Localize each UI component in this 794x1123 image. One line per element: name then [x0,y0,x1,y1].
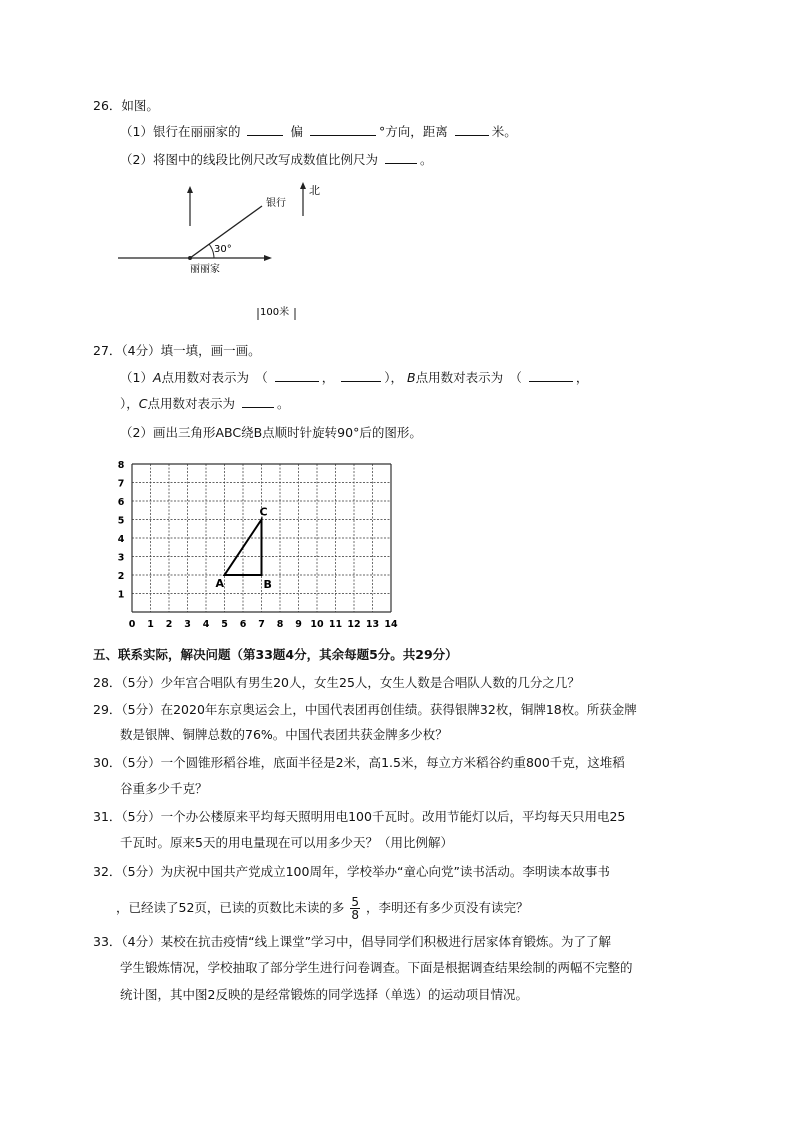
q28-text: 28．（5分）少年宫合唱队有男生20人，女生25人，女生人数是合唱队人数的几分之几？ [93,675,580,690]
point-label-a: A [215,577,225,590]
q27-l2-c: 。 [277,396,290,411]
y-tick-label: 7 [117,478,125,490]
q27-l2-b: 点用数对表示为 [147,396,236,411]
east-arrowhead [264,255,272,261]
q26-part2 [120,150,432,170]
x-tick-label: 4 [202,619,210,630]
home-point [188,256,192,260]
q27-blank-c[interactable] [242,394,274,408]
y-tick-label: 5 [117,515,125,527]
fraction-numerator: 5 [351,895,360,909]
x-tick-label: 2 [165,619,173,630]
q27-l1-e: 点用数对表示为 （ [415,370,522,385]
q32-l2-b: ，李明还有多少页没有读完？ [366,900,529,915]
section-5-header: 五、联系实际，解决问题（第33题4分，其余每题5分。共29分） [93,647,458,662]
q27-l1-a: （1） [120,370,153,385]
q26-part2-text-a: （2）将图中的线段比例尺改写成数值比例尺为 [120,152,378,167]
q32-line2 [116,896,529,921]
x-tick-label: 11 [328,619,343,630]
bank-label: 银行 [266,198,286,209]
q33-line1: 33．（4分）某校在抗击疫情“线上课堂”学习中，倡导同学们积极进行居家体育锻炼。为了了解 [93,934,612,949]
q26-part1-text-b: 偏 [290,124,303,139]
q32-l2-a: ，已经读了52页，已读的页数比未读的多 [116,900,345,915]
q26-part1 [120,122,517,142]
q31-line2: 千瓦时。原来5天的用电量现在可以用多少天？（用比例解） [120,835,453,850]
q26-blank-distance[interactable] [455,122,489,136]
q27-l1-b: 点用数对表示为 （ [161,370,268,385]
fraction-5-8 [350,896,360,921]
q27-blank-bx[interactable] [529,368,573,382]
q30-line1: 30．（5分）一个圆锥形稻谷堆，底面半径是2米，高1.5米，每立方米稻谷约重800千克，这堆稻 [93,755,625,770]
q27-l1-A: A [152,370,162,385]
q26-part1-text-c: °方向，距离 [378,124,448,139]
q29-line2: 数是银牌、铜牌总数的76%。中国代表团共获金牌多少枚？ [120,727,448,742]
y-tick-label: 4 [117,534,125,545]
q26-blank-angle[interactable] [310,122,376,136]
home-label: 丽丽家 [190,264,220,275]
q27-title: 27．（4分）填一填，画一画。 [93,343,261,358]
y-tick-label: 1 [117,589,125,601]
y-tick-label: 2 [117,571,125,582]
q26-part1-text-d: 米。 [491,124,517,139]
q27-l1-c: ， [321,370,335,385]
q27-line3: （2）画出三角形ABC绕B点顺时针旋转90°后的图形。 [120,425,422,440]
q27-l1-f: ， [575,370,589,385]
north-arrowhead-left [187,186,193,193]
q32-line1: 32．（5分）为庆祝中国共产党成立100周年，学校举办“童心向党”读书活动。李明读本故事书 [93,864,610,879]
q27-blank-ax[interactable] [275,368,319,382]
point-label-b: B [263,578,272,591]
q26-blank-scale[interactable] [385,150,417,164]
q29-line1: 29．（5分）在2020年东京奥运会上，中国代表团再创佳绩。获得银牌32枚，铜牌18枚。所获金牌 [93,702,637,717]
x-tick-label: 13 [365,619,380,630]
q30-line2: 谷重多少千克？ [120,781,208,796]
q27-l1-B: B [407,370,416,385]
north-arrowhead-right [300,182,306,189]
q26-part1-text-a: （1）银行在丽丽家的 [120,124,241,139]
x-tick-label: 10 [310,619,324,630]
x-tick-label: 9 [295,619,302,630]
point-label-c: C [259,505,268,519]
q26-part2-text-b: 。 [419,152,433,167]
fraction-denominator: 8 [351,908,360,922]
x-tick-label: 3 [184,619,191,630]
x-tick-label: 14 [384,619,398,630]
y-tick-label: 8 [117,460,125,471]
scale-label: 100米 [260,307,290,318]
q27-line2 [120,394,290,414]
angle-label: 30° [214,244,232,255]
q27-l2-C: C [138,396,148,411]
q31-line1: 31．（5分）一个办公楼原来平均每天照明用电100千瓦时。改用节能灯以后，平均每天只用电25 [93,809,626,824]
x-tick-label: 8 [276,619,284,630]
x-tick-label: 7 [258,619,265,630]
q26-figure [110,178,320,328]
x-tick-label: 1 [147,619,154,630]
x-tick-label: 6 [239,619,247,630]
y-tick-label: 6 [117,497,125,508]
y-tick-label: 3 [117,552,125,564]
x-tick-label: 0 [128,619,136,630]
q33-line2: 学生锻炼情况，学校抽取了部分学生进行问卷调查。下面是根据调查结果绘制的两幅不完整的 [120,960,633,975]
q27-line1 [120,368,588,388]
q26-title: 26．如图。 [93,98,159,113]
north-label: 北 [309,184,320,197]
coordinate-grid[interactable] [112,450,402,635]
x-tick-label: 5 [221,619,228,630]
q27-l2-a: ）， [120,396,139,411]
q27-l1-d: ）， [384,370,404,385]
q26-blank-direction1[interactable] [247,122,283,136]
x-tick-label: 12 [347,619,361,630]
q27-blank-ay[interactable] [341,368,381,382]
q33-line3: 统计图，其中图2反映的是经常锻炼的同学选择（单选）的运动项目情况。 [120,987,528,1002]
